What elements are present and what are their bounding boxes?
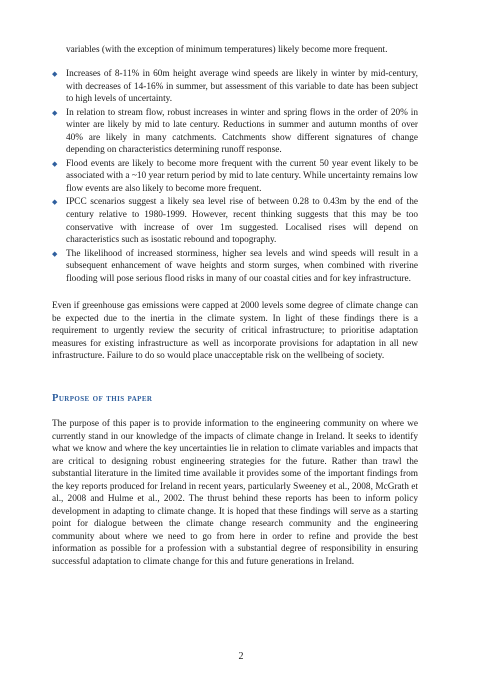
diamond-bullet-icon: ◆ xyxy=(52,198,58,207)
bullet-list xyxy=(52,68,418,286)
bullet-text: The likelihood of increased storminess, higher sea levels and wind speeds will result in a subsequent enhancement of wave heights and storm surges, when combined with riverine flooding will pose serious flood risks in many of our coastal cities and for key infrastructure. xyxy=(66,248,418,284)
diamond-bullet-icon: ◆ xyxy=(52,70,58,78)
list-item xyxy=(52,196,418,246)
page-number: 2 xyxy=(238,651,244,662)
diamond-bullet-icon: ◆ xyxy=(52,159,58,168)
list-item xyxy=(52,248,418,286)
list-item xyxy=(52,107,418,157)
bullet-text: Increases of 8-11% in 60m height average wind speeds are likely in winter by mid-century, with decreases of 14-16% in summer, but assessment of this variable to date has been subject to high levels of uncertainty. xyxy=(66,69,418,105)
body-paragraph: The purpose of this paper is to provide information to the engineering community on where we currently stand in our knowledge of the impacts of climate change in Ireland. It seeks to identify what we know and where the key uncertainties lie in relation to climate variables and impacts that are critical to designing robust engineering strategies for the future. Rather than trawl the substantial literature in the limited time available it provides some of the important findings from the key reports produced for Ireland in recent years, particularly Sweeney et al., 2008, McGrath et al., 2008 and Hulme et al., 2002. The thrust behind these reports has been to inform policy development in adapting to climate change. It is hoped that these findings will serve as a starting point for dialogue between the climate change research community and the engineering community about where we need to go from here in order to refine and provide the best information as possible for a profession with a substantial degree of responsibility in ensuring successful adaptation to climate change for this and future generations in Ireland. xyxy=(52,419,418,568)
list-item xyxy=(52,158,418,196)
body-paragraph: Even if greenhouse gas emissions were capped at 2000 levels some degree of climate change can be expected due to the inertia in the climate system. In light of these findings there is a requirement to urgently review the security of critical infrastructure; to prioritise adaptation measures for existing infrastructure as well as incorporate provisions for adaptation in all new infrastructure. Failure to do so would place unacceptable risk on the wellbeing of society. xyxy=(52,301,418,362)
diamond-bullet-icon: ◆ xyxy=(52,108,58,117)
bullet-text: In relation to stream flow, robust increases in winter and spring flows in the order of 20% in winter are likely by mid to late century. Reductions in summer and autumn months of over 40% are likely in many catchments. Catchments show different signatures of change depending on characteristics determining runoff response. xyxy=(66,107,418,156)
diamond-bullet-icon: ◆ xyxy=(52,249,58,258)
bullet-text: Flood events are likely to become more frequent with the current 50 year event likely to be associated with a ~10 year return period by mid to late century. While uncertainty remains low flow events are also likely to become more frequent. xyxy=(66,158,418,194)
section-heading: Purpose of this paper xyxy=(52,393,153,404)
continuation-text: variables (with the exception of minimum temperatures) likely become more frequent. xyxy=(66,45,388,55)
bullet-text: IPCC scenarios suggest a likely sea level rise of between 0.28 to 0.43m by the end of the century relative to 1980-1999. However, recent thinking suggests that this may be too conservative with increase of over 1m suggested. Localised rises will depend on characteristics such as isostatic rebound and topography. xyxy=(66,197,418,246)
list-item xyxy=(52,68,418,106)
